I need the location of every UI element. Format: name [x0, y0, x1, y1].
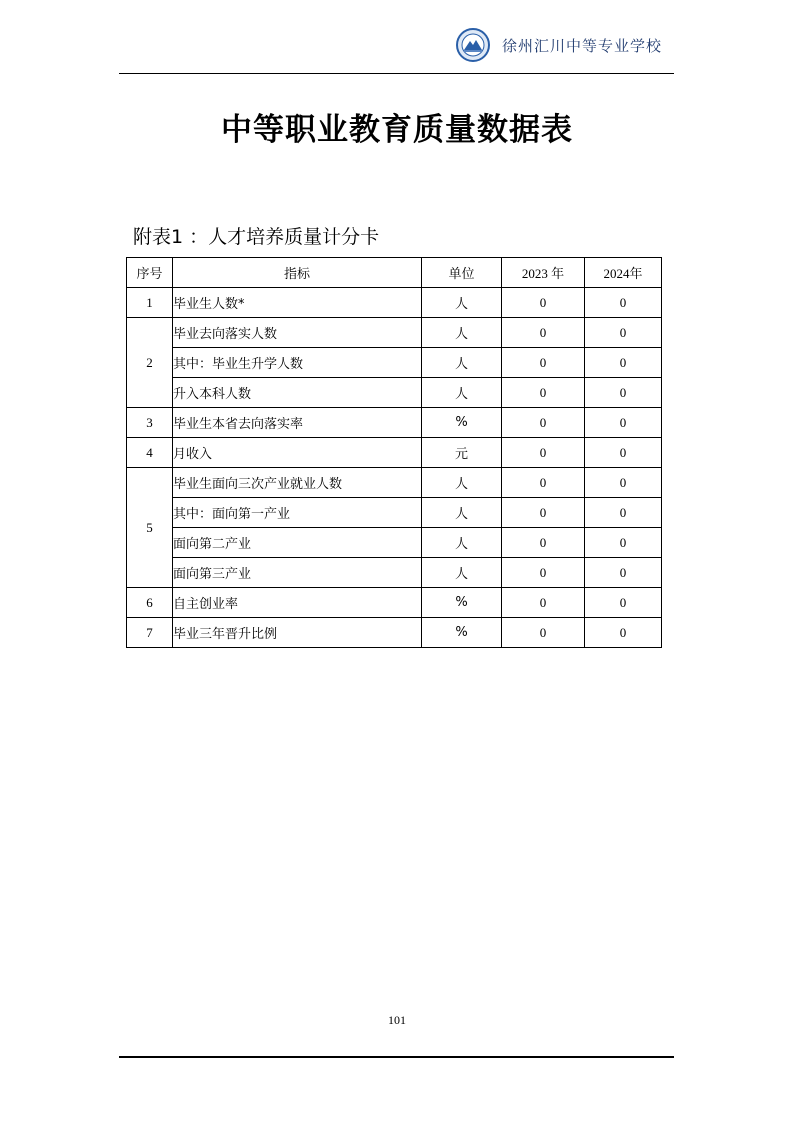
cell-indicator: 面向第三产业 [173, 558, 422, 588]
cell-2023: 0 [502, 618, 585, 648]
cell-2023: 0 [502, 498, 585, 528]
table-caption: 附表1 ：人才培养质量计分卡 [133, 226, 380, 248]
cell-indicator: 其中：毕业生升学人数 [173, 348, 422, 378]
cell-indicator: 毕业生面向三次产业就业人数 [173, 468, 422, 498]
cell-no: 5 [127, 468, 173, 588]
cell-indicator: 其中：面向第一产业 [173, 498, 422, 528]
cell-2024: 0 [585, 558, 662, 588]
table-row [127, 288, 662, 318]
cell-indicator: 升入本科人数 [173, 378, 422, 408]
cell-unit: % [422, 588, 502, 618]
cell-2024: 0 [585, 498, 662, 528]
cell-indicator: 毕业生人数* [173, 288, 422, 318]
cell-2024: 0 [585, 468, 662, 498]
col-header-no: 序号 [127, 258, 173, 288]
cell-unit: % [422, 618, 502, 648]
table-row [127, 348, 662, 378]
cell-2023: 0 [502, 408, 585, 438]
page-title: 中等职业教育质量数据表 [221, 112, 573, 148]
cell-2023: 0 [502, 468, 585, 498]
table-row [127, 408, 662, 438]
cell-2023: 0 [502, 378, 585, 408]
cell-2023: 0 [502, 528, 585, 558]
cell-indicator: 月收入 [173, 438, 422, 468]
cell-indicator: 毕业生本省去向落实率 [173, 408, 422, 438]
col-header-indicator: 指标 [173, 258, 422, 288]
table-row [127, 528, 662, 558]
school-name: 徐州汇川中等专业学校 [502, 36, 663, 55]
table-header-row [127, 258, 662, 288]
table-row [127, 318, 662, 348]
cell-unit: % [422, 408, 502, 438]
header-school [456, 28, 662, 62]
col-header-2023: 2023 年 [502, 258, 585, 288]
table-body [127, 288, 662, 648]
col-header-unit: 单位 [422, 258, 502, 288]
cell-2023: 0 [502, 318, 585, 348]
table-row [127, 588, 662, 618]
cell-unit: 人 [422, 468, 502, 498]
page-number: 101 [388, 1013, 406, 1027]
cell-2023: 0 [502, 558, 585, 588]
cell-no: 6 [127, 588, 173, 618]
cell-2024: 0 [585, 588, 662, 618]
cell-indicator: 面向第二产业 [173, 528, 422, 558]
cell-2024: 0 [585, 318, 662, 348]
table-row [127, 618, 662, 648]
quality-data-table [126, 257, 662, 648]
cell-unit: 人 [422, 528, 502, 558]
cell-unit: 人 [422, 348, 502, 378]
cell-2024: 0 [585, 528, 662, 558]
cell-no: 7 [127, 618, 173, 648]
col-header-2024: 2024年 [585, 258, 662, 288]
cell-indicator: 自主创业率 [173, 588, 422, 618]
table-row [127, 378, 662, 408]
cell-unit: 人 [422, 498, 502, 528]
cell-unit: 人 [422, 558, 502, 588]
cell-unit: 人 [422, 318, 502, 348]
cell-no: 4 [127, 438, 173, 468]
cell-unit: 人 [422, 288, 502, 318]
table-row [127, 438, 662, 468]
school-emblem-icon [456, 28, 490, 62]
cell-2024: 0 [585, 348, 662, 378]
cell-2024: 0 [585, 618, 662, 648]
cell-unit: 人 [422, 378, 502, 408]
table-row [127, 468, 662, 498]
cell-indicator: 毕业三年晋升比例 [173, 618, 422, 648]
cell-no: 1 [127, 288, 173, 318]
cell-indicator: 毕业去向落实人数 [173, 318, 422, 348]
table-row [127, 558, 662, 588]
cell-2024: 0 [585, 438, 662, 468]
cell-2023: 0 [502, 348, 585, 378]
cell-2023: 0 [502, 438, 585, 468]
table-row [127, 498, 662, 528]
cell-2024: 0 [585, 408, 662, 438]
cell-2023: 0 [502, 288, 585, 318]
cell-unit: 元 [422, 438, 502, 468]
header-rule [119, 73, 674, 74]
cell-no: 2 [127, 318, 173, 408]
cell-2023: 0 [502, 588, 585, 618]
cell-2024: 0 [585, 378, 662, 408]
footer-rule [119, 1056, 674, 1058]
cell-no: 3 [127, 408, 173, 438]
cell-2024: 0 [585, 288, 662, 318]
